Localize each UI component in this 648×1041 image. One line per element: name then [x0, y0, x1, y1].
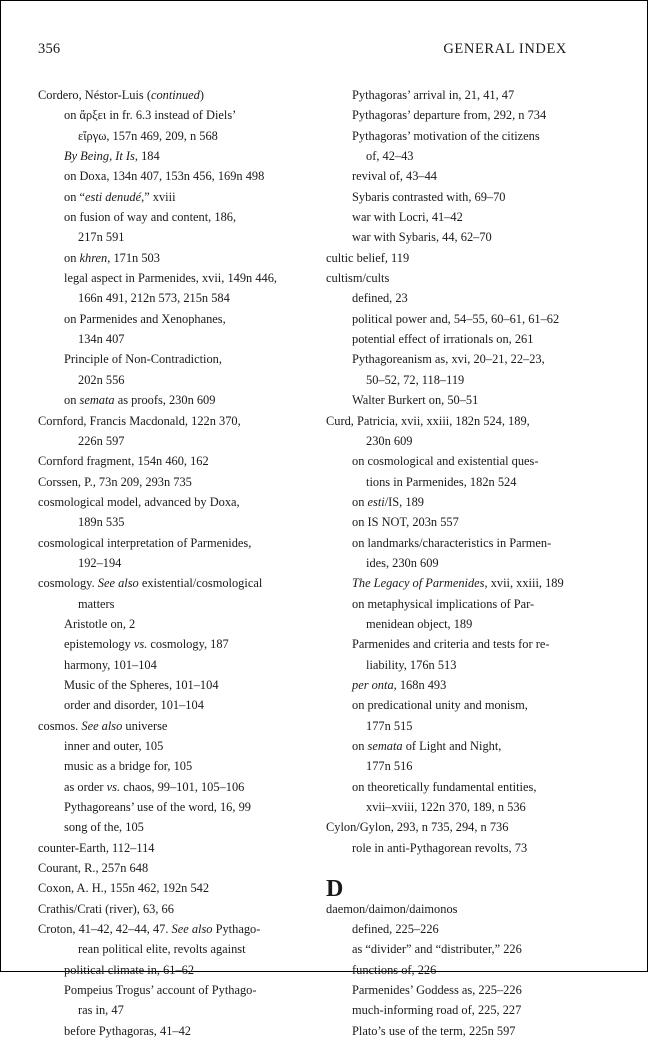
entry-text: before Pythagoras, 41–42 [64, 1023, 191, 1038]
entry-text: universe [122, 718, 168, 733]
entry-text: on “ [64, 189, 85, 204]
index-subentry [326, 207, 571, 227]
entry-text: , 171n 503 [107, 250, 160, 265]
italic-term: By Being, It Is [64, 149, 135, 164]
index-subentry [326, 105, 571, 125]
index-entry [326, 899, 571, 919]
italic-term: See also [81, 718, 123, 733]
index-subentry [326, 492, 571, 512]
entry-text: Pythagoreans’ use of the word, 16, 99 [64, 800, 251, 815]
entry-text: on metaphysical implications of Par- [352, 596, 535, 611]
index-subentry [326, 227, 571, 247]
entry-text: daemon/daimon/daimonos [326, 901, 458, 916]
index-entry [38, 492, 308, 512]
index-subentry [326, 533, 571, 553]
index-continuation-line [38, 288, 308, 308]
entry-text: role in anti-Pythagorean revolts, 73 [352, 840, 528, 855]
index-continuation-line [38, 329, 308, 349]
page-number: 356 [38, 41, 61, 57]
entry-text: xvii–xviii, 122n 370, 189, n 536 [366, 800, 526, 815]
index-column-right [326, 85, 571, 1041]
entry-text: revival of, 43–44 [352, 169, 437, 184]
index-subentry [38, 390, 308, 410]
entry-text: on cosmological and existential ques- [352, 454, 539, 469]
index-subentry [38, 248, 308, 268]
index-subentry [326, 349, 571, 369]
entry-text: cosmology. [38, 576, 98, 591]
entry-text: on [64, 250, 80, 265]
entry-text: /IS, 189 [384, 494, 424, 509]
index-entry [38, 472, 308, 492]
index-subentry [38, 777, 308, 797]
entry-text: defined, 225–226 [352, 922, 439, 937]
index-subentry [38, 736, 308, 756]
entry-text: Principle of Non-Contradiction, [64, 352, 222, 367]
index-subentry [38, 1021, 308, 1041]
entry-text: of Light and Night, [402, 739, 502, 753]
index-entry [38, 858, 308, 878]
entry-text: 192–194 [78, 555, 122, 570]
index-continuation-line [326, 370, 571, 390]
index-subentry [326, 85, 571, 105]
index-continuation-line [38, 126, 308, 146]
index-subentry [326, 736, 571, 756]
entry-text: on [352, 494, 368, 509]
entry-text: Pompeius Trogus’ account of Pythago- [64, 983, 257, 998]
entry-text: ,” xviii [141, 189, 176, 204]
entry-text: , 184 [134, 149, 160, 164]
index-continuation-line [326, 655, 571, 675]
italic-term: semata [79, 393, 115, 408]
index-continuation-line [38, 431, 308, 451]
index-subentry [326, 288, 571, 308]
index-continuation-line [38, 939, 308, 959]
entry-text: of, 42–43 [366, 149, 414, 164]
entry-text: ) [199, 88, 204, 102]
entry-text: Pythagoras’ motivation of the citizens [352, 128, 540, 143]
index-entry [326, 817, 571, 837]
entry-text: political climate in, 61–62 [64, 962, 195, 977]
index-continuation-line [326, 756, 571, 776]
entry-text: ras in, 47 [78, 1003, 124, 1018]
index-entry [326, 268, 571, 288]
section-letter-heading [326, 858, 571, 902]
entry-text: existential/cosmological [138, 576, 263, 591]
index-continuation-line [38, 370, 308, 390]
index-continuation-line [326, 553, 571, 573]
entry-text: Coxon, A. H., 155n 462, 192n 542 [38, 881, 210, 896]
index-continuation-line [326, 146, 571, 166]
entry-text: Sybaris contrasted with, 69–70 [352, 189, 506, 204]
entry-text: Aristotle on, 2 [64, 616, 136, 631]
index-subentry [38, 166, 308, 186]
entry-text: 166n 491, 212n 573, 215n 584 [78, 291, 230, 306]
index-subentry [326, 1021, 571, 1041]
entry-text: Music of the Spheres, 101–104 [64, 677, 219, 692]
index-subentry [326, 329, 571, 349]
italic-term: vs. [106, 779, 121, 794]
entry-text: on IS NOT, 203n 557 [352, 515, 459, 530]
index-entry [38, 878, 308, 898]
index-column-left [38, 85, 308, 1041]
index-subentry [326, 126, 571, 146]
entry-text: counter-Earth, 112–114 [38, 840, 155, 855]
index-continuation-line [38, 227, 308, 247]
entry-text: Courant, R., 257n 648 [38, 861, 149, 876]
entry-text: harmony, 101–104 [64, 657, 157, 672]
index-subentry [38, 960, 308, 980]
entry-text: cosmological model, advanced by Doxa, [38, 494, 240, 509]
index-subentry [38, 655, 308, 675]
index-continuation-line [38, 553, 308, 573]
entry-text: chaos, 99–101, 105–106 [120, 779, 245, 794]
entry-text: war with Sybaris, 44, 62–70 [352, 230, 492, 245]
entry-text: on landmarks/characteristics in Parmen- [352, 535, 552, 550]
index-subentry [326, 309, 571, 329]
index-subentry [38, 756, 308, 776]
italic-term: The Legacy of Parmenides [352, 576, 485, 591]
entry-text: on fusion of way and content, 186, [64, 210, 237, 225]
index-continuation-line [326, 716, 571, 736]
index-continuation-line [38, 1000, 308, 1020]
entry-text: much-informing road of, 225, 227 [352, 1003, 522, 1018]
italic-term: continued [150, 88, 200, 102]
index-subentry [38, 695, 308, 715]
entry-text: Parmenides’ Goddess as, 225–226 [352, 983, 522, 998]
index-subentry [326, 695, 571, 715]
entry-text: cultic belief, 119 [326, 250, 410, 265]
entry-text: as “divider” and “distributer,” 226 [352, 942, 522, 957]
index-subentry [38, 207, 308, 227]
index-continuation-line [326, 614, 571, 634]
entry-text: cultism/cults [326, 271, 390, 286]
entry-text: on ἄρξει in fr. 6.3 instead of Diels’ [64, 108, 237, 123]
index-entry [38, 573, 308, 593]
entry-text: defined, 23 [352, 291, 408, 306]
entry-text: cosmos. [38, 718, 82, 733]
index-subentry [326, 187, 571, 207]
entry-text: Parmenides and criteria and tests for re- [352, 637, 550, 652]
entry-text: inner and outer, 105 [64, 739, 164, 753]
entry-text: Walter Burkert on, 50–51 [352, 393, 479, 408]
index-subentry [38, 105, 308, 125]
entry-text: on theoretically fundamental entities, [352, 779, 537, 794]
index-subentry [38, 675, 308, 695]
entry-text: Pythago- [212, 922, 261, 937]
italic-term: See also [171, 922, 213, 937]
entry-text: Cornford, Francis Macdonald, 122n 370, [38, 413, 241, 428]
entry-text: 189n 535 [78, 515, 125, 530]
index-entry [38, 919, 308, 939]
index-entry [38, 411, 308, 431]
entry-text: Pythagoreanism as, xvi, 20–21, 22–23, [352, 352, 545, 367]
entry-text: Cornford fragment, 154n 460, 162 [38, 454, 209, 469]
entry-text: 202n 556 [78, 372, 125, 387]
entry-text: 177n 516 [366, 759, 413, 774]
entry-text: Plato’s use of the term, 225n 597 [352, 1023, 516, 1038]
index-subentry [326, 512, 571, 532]
index-subentry [326, 919, 571, 939]
index-subentry [326, 960, 571, 980]
entry-text: potential effect of irrationals on, 261 [352, 332, 534, 347]
section-letter: D [326, 875, 344, 902]
index-subentry [326, 980, 571, 1000]
entry-text: political power and, 54–55, 60–61, 61–62 [352, 311, 560, 326]
entry-text: epistemology [64, 637, 134, 652]
entry-text: Crathis/Crati (river), 63, 66 [38, 901, 174, 916]
entry-text: Pythagoras’ arrival in, 21, 41, 47 [352, 88, 515, 102]
entry-text: Cylon/Gylon, 293, n 735, 294, n 736 [326, 820, 509, 835]
entry-text: menidean object, 189 [366, 616, 473, 631]
entry-text: on predicational unity and monism, [352, 698, 528, 713]
index-continuation-line [326, 472, 571, 492]
index-entry [326, 248, 571, 268]
entry-text: matters [78, 596, 115, 611]
italic-term: See also [97, 576, 139, 591]
index-entry [38, 716, 308, 736]
entry-text: ides, 230n 609 [366, 555, 439, 570]
entry-text: rean political elite, revolts against [78, 942, 246, 957]
entry-text: cosmological interpretation of Parmenides, [38, 535, 252, 550]
entry-text: , 168n 493 [393, 677, 447, 692]
index-subentry [326, 166, 571, 186]
index-entry [38, 838, 308, 858]
index-subentry [38, 309, 308, 329]
entry-text: 50–52, 72, 118–119 [366, 372, 465, 387]
entry-text: liability, 176n 513 [366, 657, 457, 672]
entry-text: functions of, 226 [352, 962, 437, 977]
entry-text: Pythagoras’ departure from, 292, n 734 [352, 108, 547, 123]
index-entry [326, 411, 571, 431]
entry-text: , xvii, xxiii, 189 [484, 576, 564, 591]
index-continuation-line [326, 431, 571, 451]
index-entry [38, 85, 308, 105]
index-subentry [38, 797, 308, 817]
entry-text: order and disorder, 101–104 [64, 698, 204, 713]
index-subentry [38, 187, 308, 207]
index-continuation-line [38, 594, 308, 614]
entry-text: 177n 515 [366, 718, 413, 733]
italic-term: semata [367, 739, 403, 753]
entry-text: 134n 407 [78, 332, 125, 347]
entry-text: Corssen, P., 73n 209, 293n 735 [38, 474, 192, 489]
index-subentry [326, 1000, 571, 1020]
index-subentry [38, 268, 308, 288]
entry-text: on Doxa, 134n 407, 153n 456, 169n 498 [64, 169, 265, 184]
index-subentry [38, 634, 308, 654]
index-subentry [326, 838, 571, 858]
entry-text: Curd, Patricia, xvii, xxiii, 182n 524, 189, [326, 413, 530, 428]
entry-text: song of the, 105 [64, 820, 144, 835]
index-subentry [38, 146, 308, 166]
entry-text: cosmology, 187 [147, 637, 229, 652]
entry-text: war with Locri, 41–42 [352, 210, 463, 225]
index-subentry [38, 817, 308, 837]
index-subentry [38, 614, 308, 634]
index-subentry [326, 634, 571, 654]
entry-text: as order [64, 779, 107, 794]
italic-term: esti [367, 494, 385, 509]
index-subentry [326, 594, 571, 614]
index-entry [38, 451, 308, 471]
entry-text: on [64, 393, 80, 408]
entry-text: tions in Parmenides, 182n 524 [366, 474, 517, 489]
entry-text: εἴργω, 157n 469, 209, n 568 [78, 128, 218, 143]
index-continuation-line [326, 797, 571, 817]
index-subentry [38, 349, 308, 369]
index-subentry [326, 939, 571, 959]
index-subentry [326, 390, 571, 410]
entry-text: Cordero, Néstor-Luis ( [38, 88, 151, 102]
entry-text: on Parmenides and Xenophanes, [64, 311, 226, 326]
index-subentry [38, 980, 308, 1000]
index-subentry [326, 777, 571, 797]
italic-term: vs. [133, 637, 148, 652]
entry-text: Croton, 41–42, 42–44, 47. [38, 922, 172, 937]
index-subentry [326, 573, 571, 593]
italic-term: esti denudé [85, 189, 142, 204]
entry-text: 217n 591 [78, 230, 125, 245]
index-entry [38, 899, 308, 919]
entry-text: 226n 597 [78, 433, 125, 448]
index-entry [38, 533, 308, 553]
italic-term: per onta [352, 677, 394, 692]
entry-text: 230n 609 [366, 433, 413, 448]
italic-term: khren [79, 250, 108, 265]
running-header-title: GENERAL INDEX [443, 41, 567, 57]
entry-text: music as a bridge for, 105 [64, 759, 193, 774]
index-continuation-line [38, 512, 308, 532]
index-subentry [326, 675, 571, 695]
entry-text: legal aspect in Parmenides, xvii, 149n 446, [64, 271, 278, 286]
entry-text: on [352, 739, 368, 753]
index-subentry [326, 451, 571, 471]
entry-text: as proofs, 230n 609 [114, 393, 216, 408]
